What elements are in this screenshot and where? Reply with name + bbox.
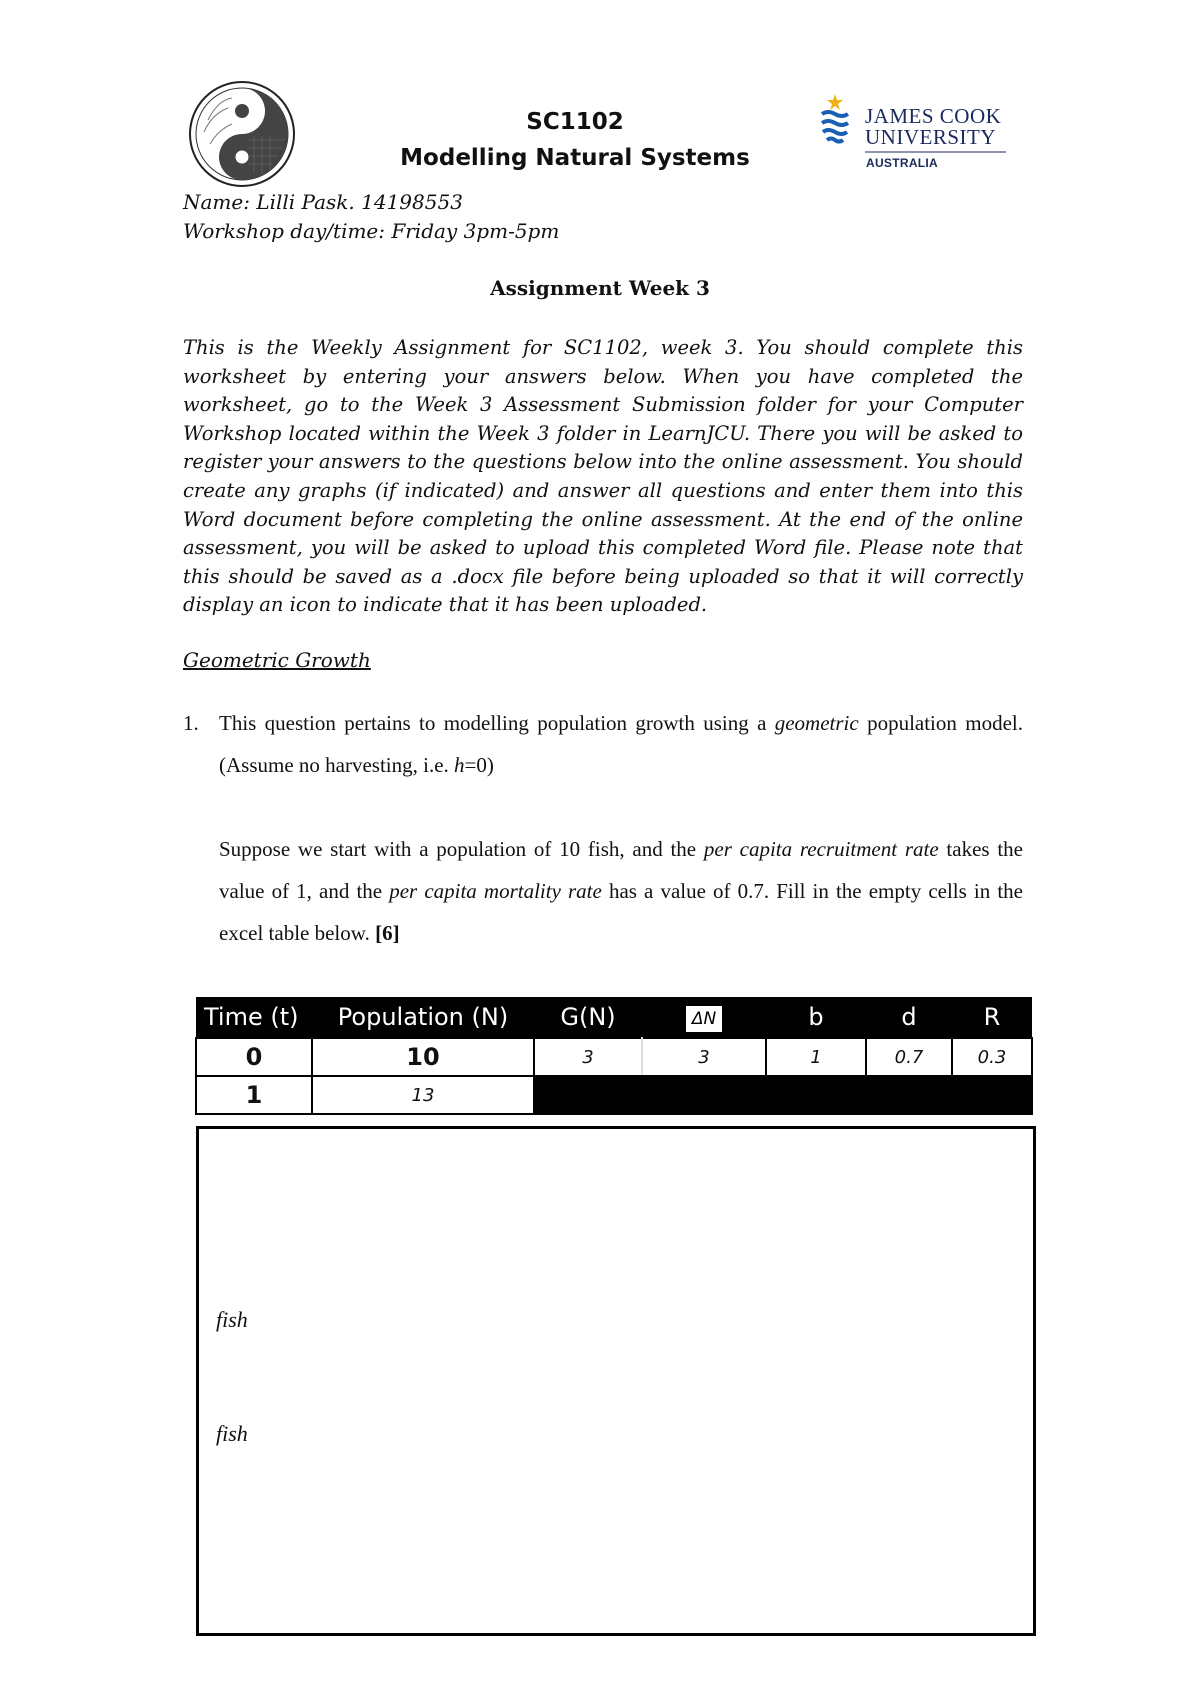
table-row (196, 1038, 1032, 1076)
q1-text: population model. (Assume no harvesting, i.e. (219, 711, 1023, 777)
cell-b[interactable]: 1 (766, 1038, 866, 1076)
cell-delta-n[interactable]: 3 (642, 1038, 766, 1076)
question-number: 1. (183, 711, 199, 735)
delta-n-label: ΔN (686, 1006, 722, 1032)
cell-r[interactable]: 0.3 (952, 1038, 1032, 1076)
course-name: Modelling Natural Systems (400, 145, 750, 171)
seal-logo-icon (188, 80, 296, 188)
header-d: d (866, 997, 952, 1038)
question-1-paragraph-2 (219, 828, 1023, 954)
header-b: b (766, 997, 866, 1038)
q1-text: has a value of 0.7. Fill in the empty cells in the excel table below. (219, 879, 1023, 945)
course-heading (380, 104, 770, 176)
jcu-wordmark-line2: UNIVERSITY (865, 125, 996, 149)
workshop-time: Workshop day/time: Friday 3pm-5pm (183, 219, 560, 243)
cell-d[interactable]: 0.7 (866, 1038, 952, 1076)
student-name: Name: Lilli Pask. 14198553 (183, 190, 463, 214)
cell-time: 1 (196, 1076, 312, 1114)
graph-label-fish: fish (216, 1421, 248, 1446)
jcu-wordmark-line1: JAMES COOK (865, 104, 1002, 128)
table-row (196, 1076, 1032, 1114)
question-1 (183, 702, 1023, 954)
q1-variable-h: h (454, 753, 465, 777)
cell-growth[interactable]: 3 (534, 1038, 642, 1076)
jcu-country: AUSTRALIA (866, 156, 939, 170)
cell-population[interactable]: 13 (312, 1076, 534, 1114)
section-heading: Geometric Growth (183, 648, 371, 672)
header-time: Time (t) (196, 997, 312, 1038)
graph-label-fish: fish (216, 1307, 248, 1332)
header-population: Population (N) (312, 997, 534, 1038)
q1-marks: [6] (375, 921, 400, 945)
graph-area[interactable] (196, 1126, 1036, 1636)
q1-emphasis: per capita mortality rate (389, 879, 602, 903)
q1-text: takes the value of 1, and the (219, 837, 1023, 903)
q1-text: =0) (464, 753, 494, 777)
jcu-wordmark (865, 106, 1001, 148)
q1-text: This question pertains to modelling population growth using a (219, 711, 775, 735)
header-growth: G(N) (534, 997, 642, 1038)
assignment-title: Assignment Week 3 (490, 276, 710, 300)
q1-emphasis: per capita recruitment rate (703, 837, 939, 861)
header-delta-n (642, 997, 766, 1038)
course-code: SC1102 (526, 109, 624, 135)
intro-paragraph: This is the Weekly Assignment for SC1102, week 3. You should complete this worksheet by entering your answers below. When you have completed the worksheet, go to the Week 3 Assessment Submission folder for your Computer Workshop located within the Week 3 folder in LearnJCU. There you will be asked to register your answers to the questions below into the online assessment. You should create any graphs (if indicated) and answer all questions and enter them into this Word document before completing the online assessment. At the end of the online assessment, you will be asked to upload this completed Word file. Please note that this should be saved as a .docx file before being uploaded so that it will correctly display an icon to indicate that it has been uploaded. (183, 336, 1023, 617)
cell-time: 0 (196, 1038, 312, 1076)
cell-population: 10 (312, 1038, 534, 1076)
blacked-out-cells (534, 1076, 1032, 1114)
q1-emphasis: geometric (774, 711, 859, 735)
table-header-row (196, 997, 1032, 1038)
population-table (195, 997, 1033, 1115)
header-r: R (952, 997, 1032, 1038)
q1-text: Suppose we start with a population of 10 fish, and the (219, 837, 704, 861)
question-1-paragraph-1 (219, 702, 1023, 786)
